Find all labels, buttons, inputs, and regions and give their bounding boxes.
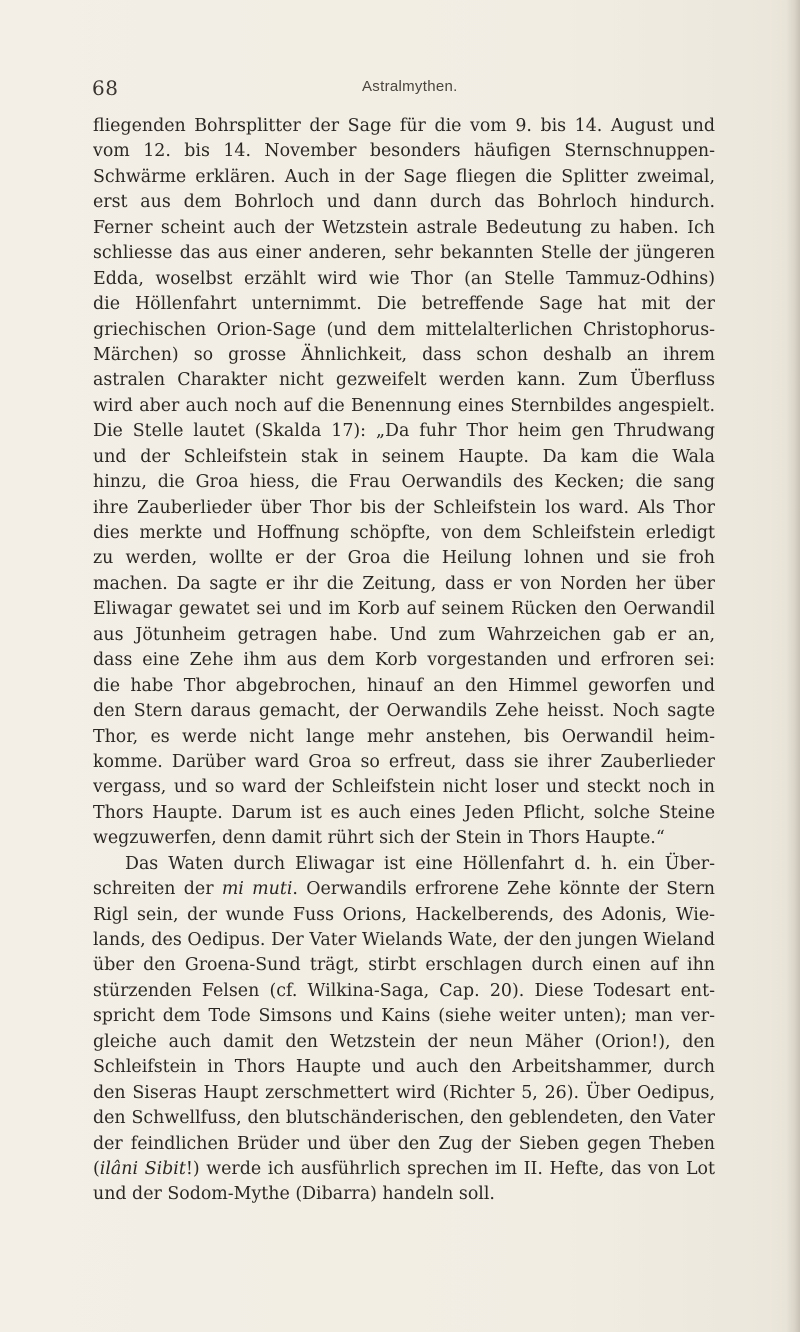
text-line: schliesse das aus einer anderen, sehr bekannten Stelle der jüngeren [93,243,715,264]
text-line: wegzuwerfen, denn damit rührt sich der Stein in Thors Haupte.“ [93,828,665,849]
italic-term: mi muti [221,879,293,900]
text-line: fliegenden Bohrsplitter der Sage für die vom 9. bis 14. August und [93,116,715,136]
text-run: schreiten der [93,879,222,900]
text-line: über den Groena-Sund trägt, stirbt erschlagen durch einen auf ihn [93,955,715,976]
running-head: Astralmythen. [362,78,458,95]
text-line: dies merkte und Hoffnung schöpfte, von dem Schleifstein erledigt [93,523,715,543]
text-line: vergass, und so ward der Schleifstein nicht loser und steckt noch in [93,777,715,798]
text-line: griechischen Orion-Sage (und dem mittelalterlichen Christophorus- [93,319,715,340]
text-line: lands, des Oedipus. Der Vater Wielands Wate, der den jungen Wieland [93,930,715,950]
text-line: Eliwagar gewatet sei und im Korb auf seinem Rücken den Oerwandil [93,599,715,620]
text-line: stürzenden Felsen (cf. Wilkina-Saga, Cap. 20). Diese Todesart ent- [93,980,715,1001]
text-line: hinzu, die Groa hiess, die Frau Oerwandils des Kecken; die sang [93,472,715,493]
text-line: wird aber auch noch auf die Benennung eines Sternbildes angespielt. [93,395,715,416]
text-run: !) werde ich ausführlich sprechen im II. Hefte, das von Lot [185,1158,715,1179]
text-line: aus Jötunheim getragen habe. Und zum Wahrzeichen gab er an, [93,624,715,645]
body-text [93,114,715,1208]
text-line: die habe Thor abgebrochen, hinauf an den Himmel geworfen und [93,675,715,696]
text-line: zu werden, wollte er der Groa die Heilung lohnen und sie froh [93,548,715,569]
text-line: Ferner scheint auch der Wetzstein astrale Bedeutung zu haben. Ich [93,217,715,238]
text-line: Rigl sein, der wunde Fuss Orions, Hackelberends, des Adonis, Wie- [93,904,715,925]
text-line: der feindlichen Brüder und über den Zug der Sieben gegen Theben [93,1133,715,1154]
text-run: ( [93,1158,100,1179]
text-line: Märchen) so grosse Ähnlichkeit, dass schon deshalb an ihrem [93,344,715,365]
italic-term: ilâni Sibit [99,1158,186,1179]
text-line: Schwärme erklären. Auch in der Sage fliegen die Splitter zweimal, [93,166,715,187]
text-line [93,1157,715,1182]
text-line: den Stern daraus gemacht, der Oerwandils Zehe heisst. Noch sagte [93,701,715,722]
text-line: komme. Darüber ward Groa so erfreut, dass sie ihrer Zauberlieder [93,751,715,772]
text-run: . Oerwandils erfrorene Zehe könnte der Stern [292,879,715,900]
text-line: vom 12. bis 14. November besonders häufigen Sternschnuppen- [93,141,715,162]
text-line: ihre Zauberlieder über Thor bis der Schleifstein los ward. Als Thor [93,497,715,518]
text-line: Thors Haupte. Darum ist es auch eines Jeden Pflicht, solche Steine [93,802,715,823]
text-line: spricht dem Tode Simsons und Kains (siehe weiter unten); man ver- [93,1006,715,1027]
text-line: astralen Charakter nicht gezweifelt werden kann. Zum Überfluss [93,370,715,391]
text-line: den Siseras Haupt zerschmettert wird (Richter 5, 26). Über Oedipus, [93,1082,715,1103]
text-line: Die Stelle lautet (Skalda 17): „Da fuhr Thor heim gen Thrudwang [93,421,715,442]
text-line: dass eine Zehe ihm aus dem Korb vorgestanden und erfroren sei: [93,650,715,671]
text-line: Thor, es werde nicht lange mehr anstehen, bis Oerwandil heim- [93,726,715,747]
text-line: und der Schleifstein stak in seinem Haupte. Da kam die Wala [93,446,715,467]
text-line: machen. Da sagte er ihr die Zeitung, dass er von Norden her über [93,573,715,594]
text-line: Das Waten durch Eliwagar ist eine Höllenfahrt d. h. ein Über- [125,853,715,874]
page-number: 68 [92,76,119,100]
text-line: die Höllenfahrt unternimmt. Die betreffende Sage hat mit der [93,294,715,315]
text-line: den Schwellfuss, den blutschänderischen, den geblendeten, den Vater [93,1108,715,1129]
page-header [92,76,712,106]
text-line: gleiche auch damit den Wetzstein der neun Mäher (Orion!), den [93,1031,715,1052]
page-edge-shadow [786,0,800,1332]
text-line: erst aus dem Bohrloch und dann durch das Bohrloch hindurch. [93,192,715,213]
text-line [93,877,715,902]
text-line: und der Sodom-Mythe (Dibarra) handeln soll. [93,1184,495,1205]
text-line: Schleifstein in Thors Haupte und auch den Arbeitshammer, durch [93,1057,715,1078]
text-line: Edda, woselbst erzählt wird wie Thor (an Stelle Tammuz-Odhins) [93,268,715,289]
